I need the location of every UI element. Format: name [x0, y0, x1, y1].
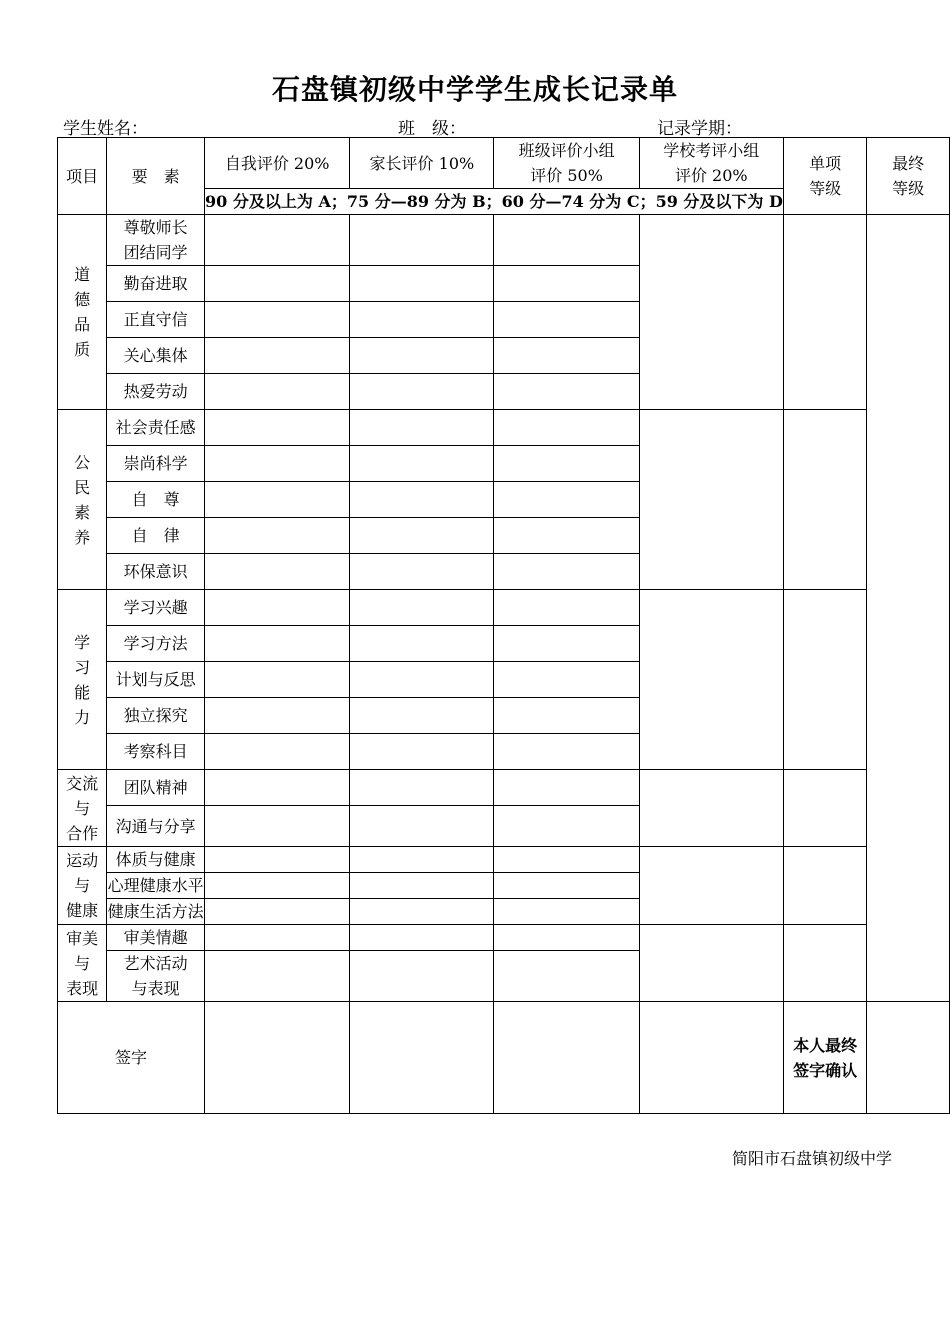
self-eval-input[interactable] — [205, 215, 350, 266]
element-label: 与表现 — [131, 979, 180, 998]
element-cell — [107, 554, 205, 590]
element-label: 环保意识 — [123, 562, 188, 581]
self-eval-input[interactable] — [205, 518, 350, 554]
grading-rule: 90 分及以上为 A；75 分—89 分为 B；60 分—74 分为 C；59 分及以下为 D — [205, 189, 784, 215]
class-group-eval-input[interactable] — [494, 626, 639, 662]
category-char: 学 — [74, 632, 91, 652]
class-group-eval-input[interactable] — [494, 302, 639, 338]
header-class-group-eval-line1: 班级评价小组 — [518, 141, 615, 160]
category-char: 民 — [74, 477, 91, 497]
element-cell — [107, 410, 205, 446]
parent-eval-input[interactable] — [350, 698, 494, 734]
parent-eval-input[interactable] — [350, 951, 494, 1002]
class-group-eval-input[interactable] — [494, 518, 639, 554]
element-cell — [107, 925, 205, 951]
header-single-grade — [783, 138, 866, 215]
school-group-eval-input[interactable] — [639, 847, 783, 925]
page-title: 石盘镇初级中学学生成长记录单 — [271, 73, 678, 106]
element-label: 考察科目 — [123, 742, 188, 761]
element-cell — [107, 374, 205, 410]
self-eval-input[interactable] — [205, 951, 350, 1002]
single-grade-input[interactable] — [783, 770, 866, 847]
self-eval-input[interactable] — [205, 847, 350, 873]
final-grade-input[interactable] — [867, 215, 950, 1002]
self-eval-input[interactable] — [205, 770, 350, 806]
class-group-eval-input[interactable] — [494, 446, 639, 482]
element-cell — [107, 590, 205, 626]
element-label: 团结同学 — [123, 243, 188, 262]
element-label: 独立探究 — [123, 706, 188, 725]
element-label: 热爱劳动 — [123, 382, 188, 401]
self-eval-input[interactable] — [205, 302, 350, 338]
category-char: 力 — [74, 707, 91, 727]
element-row — [58, 410, 950, 446]
header-class-group-eval — [494, 138, 639, 189]
category-cell — [58, 215, 107, 410]
category-cell — [58, 590, 107, 770]
self-eval-input[interactable] — [205, 899, 350, 925]
parent-eval-input[interactable] — [350, 847, 494, 873]
parent-eval-input[interactable] — [350, 410, 494, 446]
self-eval-input[interactable] — [205, 410, 350, 446]
self-eval-input[interactable] — [205, 446, 350, 482]
category-char: 德 — [74, 290, 91, 309]
parent-eval-input[interactable] — [350, 302, 494, 338]
signature-label: 签字 — [58, 1002, 205, 1114]
signature-row — [58, 1002, 950, 1114]
element-cell — [107, 302, 205, 338]
element-label: 健康生活方法 — [107, 902, 204, 921]
school-group-eval-input[interactable] — [639, 215, 783, 410]
element-cell — [107, 734, 205, 770]
category-char: 交流 — [66, 773, 99, 793]
element-row — [58, 847, 950, 873]
self-eval-input[interactable] — [205, 482, 350, 518]
category-char: 与 — [74, 953, 91, 973]
class-group-eval-input[interactable] — [494, 847, 639, 873]
category-char: 品 — [74, 315, 91, 334]
final-confirm-text: 签字确认 — [793, 1060, 858, 1080]
school-group-eval-input[interactable] — [639, 590, 783, 770]
class-label: 班 级： — [398, 119, 466, 139]
element-label: 学习兴趣 — [123, 598, 188, 617]
category-char: 表现 — [66, 978, 99, 998]
final-confirm-text: 本人最终 — [793, 1035, 858, 1055]
class-group-eval-input[interactable] — [494, 662, 639, 698]
element-label: 沟通与分享 — [115, 816, 196, 836]
self-eval-input[interactable] — [205, 698, 350, 734]
header-single-grade-line1: 单项 — [809, 154, 842, 173]
self-eval-input[interactable] — [205, 338, 350, 374]
self-eval-input[interactable] — [205, 806, 350, 847]
self-eval-input[interactable] — [205, 626, 350, 662]
element-cell — [107, 518, 205, 554]
element-label: 关心集体 — [123, 346, 188, 365]
self-eval-input[interactable] — [205, 590, 350, 626]
element-label: 自 律 — [131, 526, 180, 545]
element-label: 体质与健康 — [115, 850, 196, 869]
parent-eval-input[interactable] — [350, 770, 494, 806]
parent-eval-input[interactable] — [350, 626, 494, 662]
class-group-eval-input[interactable] — [494, 590, 639, 626]
class-group-eval-input[interactable] — [494, 770, 639, 806]
single-grade-input[interactable] — [783, 590, 866, 770]
category-char: 运动 — [66, 851, 99, 870]
parent-eval-input[interactable] — [350, 518, 494, 554]
parent-eval-input[interactable] — [350, 338, 494, 374]
class-group-eval-input[interactable] — [494, 266, 639, 302]
element-row — [58, 925, 950, 951]
category-char: 道 — [74, 265, 91, 284]
self-eval-input[interactable] — [205, 662, 350, 698]
school-group-eval-input[interactable] — [639, 925, 783, 1002]
element-cell — [107, 446, 205, 482]
category-char: 与 — [74, 798, 91, 818]
category-cell — [58, 410, 107, 590]
student-name-label: 学生姓名： — [63, 119, 148, 139]
element-cell — [107, 770, 205, 806]
element-cell — [107, 847, 205, 873]
element-label: 自 尊 — [131, 490, 180, 509]
school-footer: 简阳市石盘镇初级中学 — [731, 1149, 892, 1168]
header-school-group-eval — [639, 138, 783, 189]
element-label: 勤奋进取 — [123, 274, 188, 293]
element-row — [58, 770, 950, 806]
parent-eval-input[interactable] — [350, 215, 494, 266]
element-label: 艺术活动 — [123, 954, 188, 973]
category-cell — [58, 925, 107, 1002]
category-char: 习 — [74, 657, 91, 677]
category-char: 公 — [74, 452, 91, 472]
element-cell — [107, 626, 205, 662]
element-label: 社会责任感 — [115, 418, 196, 437]
header-parent-eval: 家长评价 10% — [350, 138, 494, 189]
class-group-eval-input[interactable] — [494, 554, 639, 590]
single-grade-input[interactable] — [783, 925, 866, 1002]
class-group-eval-input[interactable] — [494, 482, 639, 518]
class-group-eval-input[interactable] — [494, 951, 639, 1002]
header-class-group-eval-line2: 评价 50% — [530, 166, 603, 185]
header-final-grade-line1: 最终 — [892, 154, 925, 173]
category-cell — [58, 770, 107, 847]
single-grade-input[interactable] — [783, 215, 866, 410]
self-eval-input[interactable] — [205, 266, 350, 302]
header-final-grade-line2: 等级 — [892, 179, 925, 198]
parent-eval-input[interactable] — [350, 374, 494, 410]
element-cell — [107, 873, 205, 899]
element-cell — [107, 662, 205, 698]
header-item: 项目 — [58, 138, 107, 215]
single-grade-input[interactable] — [783, 847, 866, 925]
element-label: 学习方法 — [123, 634, 188, 653]
element-cell — [107, 482, 205, 518]
element-label: 心理健康水平 — [107, 876, 204, 895]
self-eval-input[interactable] — [205, 873, 350, 899]
class-group-eval-input[interactable] — [494, 374, 639, 410]
category-char: 质 — [74, 340, 91, 359]
self-eval-input[interactable] — [205, 925, 350, 951]
element-label: 团队精神 — [123, 778, 188, 797]
parent-eval-input[interactable] — [350, 873, 494, 899]
element-label: 尊敬师长 — [123, 218, 188, 237]
category-char: 能 — [74, 682, 91, 702]
element-row — [58, 590, 950, 626]
header-self-eval: 自我评价 20% — [205, 138, 350, 189]
final-confirm-label — [783, 1002, 866, 1114]
class-group-eval-input[interactable] — [494, 410, 639, 446]
element-label: 审美情趣 — [123, 928, 188, 947]
parent-eval-input[interactable] — [350, 734, 494, 770]
category-char: 与 — [74, 876, 91, 895]
header-single-grade-line2: 等级 — [809, 179, 842, 198]
parent-eval-input[interactable] — [350, 482, 494, 518]
school-group-signature-field[interactable] — [639, 1002, 783, 1114]
term-label: 记录学期： — [657, 119, 742, 139]
parent-eval-input[interactable] — [350, 590, 494, 626]
class-group-eval-input[interactable] — [494, 873, 639, 899]
element-row — [58, 215, 950, 266]
header-school-group-eval-line2: 评价 20% — [674, 166, 748, 185]
parent-eval-input[interactable] — [350, 925, 494, 951]
parent-eval-input[interactable] — [350, 266, 494, 302]
single-grade-input[interactable] — [783, 410, 866, 590]
class-group-eval-input[interactable] — [494, 215, 639, 266]
category-char: 健康 — [66, 901, 99, 920]
parent-eval-input[interactable] — [350, 806, 494, 847]
class-group-eval-input[interactable] — [494, 899, 639, 925]
element-cell — [107, 698, 205, 734]
parent-eval-input[interactable] — [350, 662, 494, 698]
header-element: 要 素 — [107, 138, 205, 215]
class-group-signature-field[interactable] — [494, 1002, 639, 1114]
header-final-grade — [867, 138, 950, 215]
category-cell — [58, 847, 107, 925]
element-cell — [107, 266, 205, 302]
class-group-eval-input[interactable] — [494, 806, 639, 847]
element-label: 计划与反思 — [115, 670, 196, 689]
category-char: 素 — [74, 502, 91, 522]
growth-record-table — [57, 137, 950, 1114]
element-cell — [107, 951, 205, 1002]
parent-eval-input[interactable] — [350, 899, 494, 925]
element-cell — [107, 338, 205, 374]
header-school-group-eval-line1: 学校考评小组 — [663, 141, 760, 160]
parent-eval-input[interactable] — [350, 554, 494, 590]
category-char: 养 — [74, 527, 91, 547]
element-cell — [107, 215, 205, 266]
element-label: 正直守信 — [123, 310, 188, 329]
parent-signature-field[interactable] — [350, 1002, 494, 1114]
final-confirm-signature-field[interactable] — [867, 1002, 950, 1114]
category-char: 合作 — [66, 823, 99, 843]
element-cell — [107, 899, 205, 925]
element-cell — [107, 806, 205, 847]
category-char: 审美 — [66, 928, 99, 948]
class-group-eval-input[interactable] — [494, 925, 639, 951]
parent-eval-input[interactable] — [350, 446, 494, 482]
class-group-eval-input[interactable] — [494, 698, 639, 734]
class-group-eval-input[interactable] — [494, 734, 639, 770]
self-eval-input[interactable] — [205, 554, 350, 590]
element-label: 崇尚科学 — [123, 454, 188, 473]
school-group-eval-input[interactable] — [639, 770, 783, 847]
self-eval-input[interactable] — [205, 734, 350, 770]
school-group-eval-input[interactable] — [639, 410, 783, 590]
self-eval-input[interactable] — [205, 374, 350, 410]
class-group-eval-input[interactable] — [494, 338, 639, 374]
self-signature-field[interactable] — [205, 1002, 350, 1114]
